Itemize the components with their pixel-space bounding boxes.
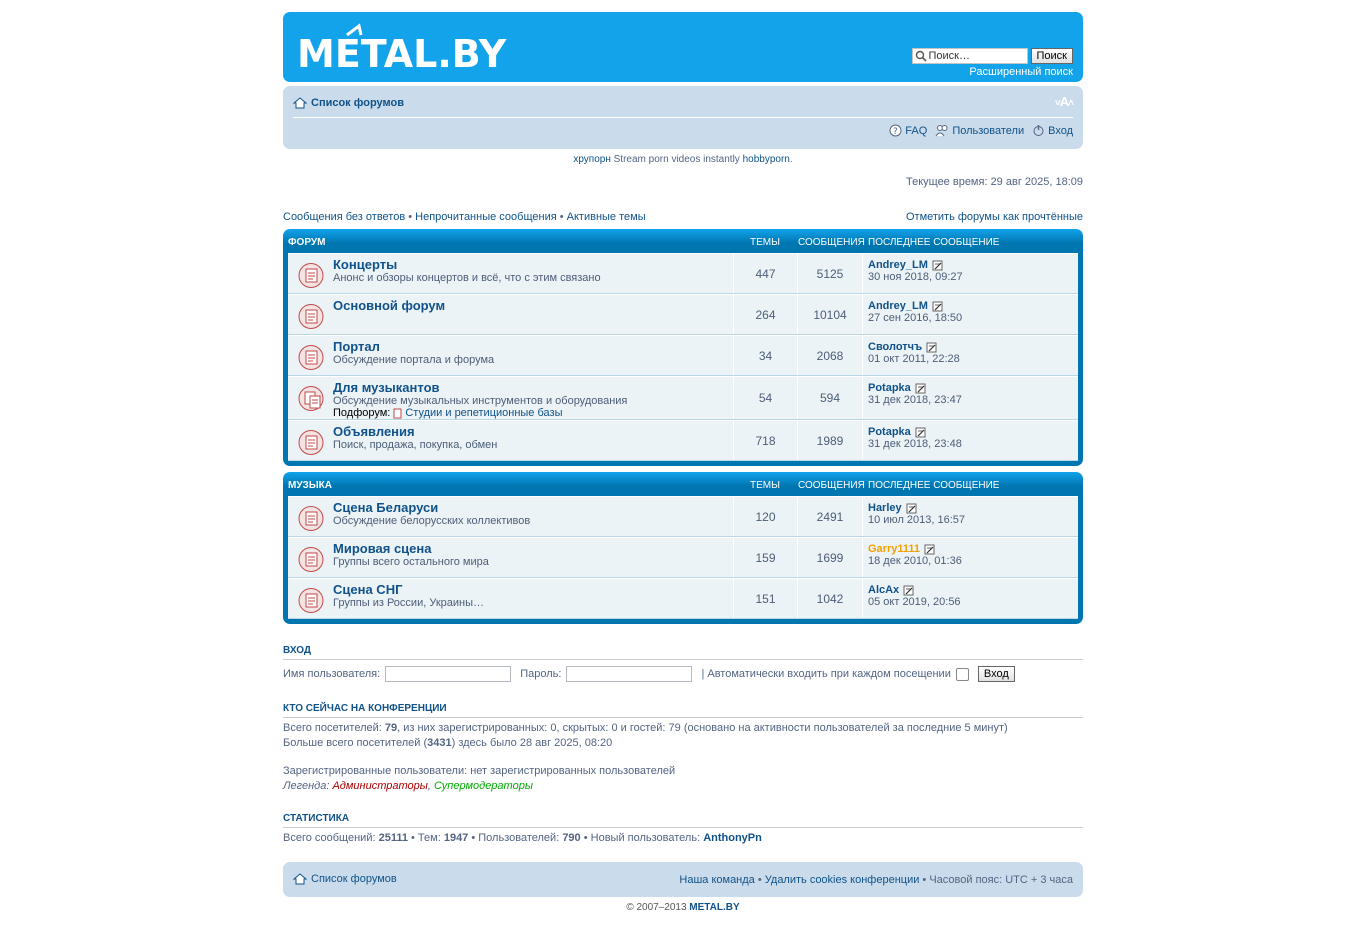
password-field[interactable] [566,666,692,682]
copyright-link[interactable]: METAL.BY [689,902,740,913]
last-post [862,295,1078,334]
last-post [862,377,1078,419]
author-name: Potapka [868,382,911,394]
forum-subforum-icon [298,386,326,413]
last-post-author[interactable] [868,584,914,596]
category-music [283,472,1083,624]
home-icon [293,873,307,885]
subforum-link[interactable]: Студии и репетиционные базы [405,407,563,419]
ad-link-1[interactable]: хрупорн [573,154,611,165]
category-title[interactable]: МУЗЫКА [288,480,332,491]
last-post [862,336,1078,375]
newest-user-link[interactable]: AnthonyPn [703,832,762,844]
category-header [288,472,1078,496]
forum-desc: Обсуждение портала и форума [333,354,495,366]
col-last-post: ПОСЛЕДНЕЕ СООБЩЕНИЕ [868,237,1000,248]
legend [283,779,1083,794]
navbar [283,86,1083,149]
sep: • [754,874,765,886]
font-size-label: A [1059,94,1069,109]
posts-count: 10104 [797,295,862,334]
login-section [283,645,1083,682]
author-name: Garry1111 [868,543,921,555]
forum-desc: Обсуждение белорусских коллективов [333,515,531,527]
team-link[interactable]: Наша команда [679,874,755,886]
last-post-time: 01 окт 2011, 22:28 [868,353,960,365]
sep: • [556,211,567,223]
last-post-time: 10 июл 2013, 16:57 [868,514,966,526]
search-input[interactable] [912,48,1028,64]
forum-row [288,537,1078,578]
forum-row [288,335,1078,376]
online-max [283,736,1083,751]
svg-text:?: ? [893,127,899,137]
forum-row [288,496,1078,537]
faq-icon [889,124,902,137]
last-post [862,254,1078,293]
category-header [288,229,1078,253]
online-section [283,703,1083,794]
nav-divider [293,117,1073,118]
topics-count: 159 [733,538,797,577]
autologin-checkbox[interactable] [956,668,969,681]
stats-section [283,813,1083,846]
forum-desc: Группы из России, Украины… [333,597,484,609]
users-icon [935,124,949,137]
author-name: AlcAx [868,584,900,596]
nav-links [885,124,1073,137]
legend-supermods[interactable]: Супермодераторы [433,780,533,792]
posts-count: 1699 [797,538,862,577]
login-link[interactable] [1032,124,1073,137]
unread-link[interactable]: Непрочитанные сообщения [415,211,557,223]
font-size-change[interactable]: ˅A˄ [1054,94,1073,109]
search-placeholder: Поиск… [928,50,970,62]
faq-label: FAQ [905,124,928,137]
last-post-author[interactable] [868,259,943,271]
last-post-time: 31 дек 2018, 23:48 [868,438,962,450]
forum-desc: Обсуждение музыкальных инструментов и оборудования [333,395,628,407]
last-post-time: 31 дек 2018, 23:47 [868,394,962,406]
login-button[interactable]: Вход [978,666,1015,682]
posts-count: 1042 [797,579,862,618]
author-name: Andrey_LM [868,259,928,271]
faq-link[interactable] [889,124,927,137]
online-total-prefix: Всего посетителей: [283,722,385,734]
topics-count: 120 [733,497,797,536]
legend-admins[interactable]: Администраторы [332,780,428,792]
login-label: Вход [1048,124,1073,137]
username-label: Имя пользователя: [283,668,381,680]
forum-read-icon [298,263,325,288]
copyright [283,902,1083,913]
last-post-time: 30 ноя 2018, 09:27 [868,271,963,283]
sep: • [405,211,416,223]
current-time: Текущее время: 29 авг 2025, 18:09 [905,176,1083,188]
login-heading: ВХОД [283,645,1083,660]
view-latest-post-icon[interactable] [926,342,937,353]
logo-text: METAL.BY [297,32,507,76]
last-post-time: 27 сен 2016, 18:50 [868,312,963,324]
last-post-time: 18 дек 2010, 01:36 [868,555,962,567]
stats-topics: 1947 [443,832,469,844]
breadcrumb-index-link[interactable]: Список форумов [311,97,404,109]
view-latest-post-icon[interactable] [924,544,935,555]
site-logo[interactable] [297,26,507,76]
forum-row [288,294,1078,335]
author-name: Andrey_LM [868,300,928,312]
forum-title[interactable]: Мировая сцена [333,541,432,556]
topics-count: 151 [733,579,797,618]
forum-row [288,253,1078,294]
last-post [862,497,1078,536]
forum-title[interactable]: Сцена СНГ [333,582,403,597]
forum-read-icon [298,430,325,455]
forum-title[interactable]: Основной форум [333,298,446,313]
topics-count: 34 [733,336,797,375]
search-button[interactable]: Поиск [1031,48,1073,64]
forum-read-icon [298,588,325,613]
subforum-label: Подфорум: [333,407,391,419]
view-latest-post-icon[interactable] [906,503,917,514]
view-latest-post-icon[interactable] [932,260,943,271]
search-icon [915,50,927,62]
advanced-search-link[interactable]: Расширенный поиск [969,66,1073,78]
login-form [283,666,1083,682]
stats-topics-label: • Тем: [407,832,444,844]
online-total-suffix: , из них зарегистрированных: 0, скрытых: 0 и гостей: 79 (основано на активности пользователей за последние 5 минут) [397,722,1008,734]
stats-line [283,831,1083,846]
mark-read-link[interactable]: Отметить форумы как прочтённые [905,211,1083,223]
password-label: Пароль: [520,668,562,680]
posts-count: 594 [797,377,862,419]
last-post [862,421,1078,460]
forum-row [288,578,1078,619]
topics-count: 264 [733,295,797,334]
last-post [862,579,1078,618]
online-max-count: 3431 [427,737,452,749]
footer-bar [283,862,1083,897]
posts-count: 1989 [797,421,862,460]
forum-row [288,376,1078,420]
ad-link-2[interactable]: hobbyporn [742,154,790,165]
col-last-post: ПОСЛЕДНЕЕ СООБЩЕНИЕ [868,480,1000,491]
copyright-prefix: © 2007–2013 [626,902,690,913]
author-name: Potapka [868,426,911,438]
footer-links [679,874,1073,886]
search-box [912,48,1073,64]
ad-line [283,154,1083,165]
stats-users-label: • Пользователей: [468,832,563,844]
footer-breadcrumb [293,873,397,885]
last-post-time: 05 окт 2019, 20:56 [868,596,961,608]
legend-label: Легенда: [283,780,333,792]
unanswered-link[interactable]: Сообщения без ответов [283,211,406,223]
last-post-author[interactable] [868,543,935,555]
col-topics: ТЕМЫ [750,480,780,491]
subforum-icon [393,408,402,419]
posts-count: 5125 [797,254,862,293]
author-name: Harley [868,502,902,514]
forum-desc: Группы всего остального мира [333,556,489,568]
quick-links [283,211,1083,223]
stats-users: 790 [562,832,581,844]
category-title[interactable]: ФОРУМ [288,237,326,248]
online-total [283,721,1083,736]
subforum-line [333,407,562,419]
last-post-author[interactable] [868,382,926,394]
online-max-prefix: Больше всего посетителей ( [283,737,428,749]
power-icon [1032,124,1045,137]
forum-title[interactable]: Объявления [333,424,415,439]
last-post-author[interactable] [868,502,917,514]
home-icon [293,97,307,109]
registered-users: Зарегистрированные пользователи: нет зарегистрированных пользователей [283,765,676,777]
col-posts: СООБЩЕНИЯ [798,237,865,248]
forum-title[interactable]: Концерты [333,257,398,272]
posts-count: 2068 [797,336,862,375]
last-post-author[interactable] [868,426,926,438]
view-latest-post-icon[interactable] [915,427,926,438]
forum-read-icon [298,345,325,370]
ad-text: Stream porn videos instantly [610,154,743,165]
topics-count: 718 [733,421,797,460]
forum-title[interactable]: Портал [333,339,380,354]
header-bar [283,12,1083,82]
users-label: Пользователи [952,124,1025,137]
forum-title[interactable]: Сцена Беларуси [333,500,439,515]
users-link[interactable] [935,124,1024,137]
breadcrumb [293,97,404,109]
author-name: Сволотчъ [868,341,923,353]
online-max-suffix: ) здесь было 28 авг 2025, 08:20 [451,737,613,749]
stats-posts-label: Всего сообщений: [283,832,379,844]
topics-count: 54 [733,377,797,419]
online-heading: КТО СЕЙЧАС НА КОНФЕРЕНЦИИ [283,703,1083,718]
delete-cookies-link[interactable]: Удалить cookies конференции [764,874,920,886]
view-latest-post-icon[interactable] [903,585,914,596]
stats-newest-label: • Новый пользователь: [580,832,704,844]
forum-desc: Поиск, продажа, покупка, обмен [333,439,498,451]
col-topics: ТЕМЫ [750,237,780,248]
online-total-count: 79 [384,722,398,734]
posts-count: 2491 [797,497,862,536]
stats-heading: СТАТИСТИКА [283,813,1083,828]
forum-read-icon [298,506,325,531]
forum-desc: Анонс и обзоры концертов и всё, что с этим связано [333,272,601,284]
username-field[interactable] [385,666,511,682]
stats-posts: 25111 [378,832,408,844]
category-forum [283,229,1083,466]
active-topics-link[interactable]: Активные темы [566,211,646,223]
autologin-label: | Автоматически входить при каждом посещении [701,668,951,680]
timezone: • Часовой пояс: UTC + 3 часа [919,874,1073,886]
legend-comma: , [427,780,434,792]
last-post-author[interactable] [868,300,943,312]
ad-dot: . [789,154,793,165]
topics-count: 447 [733,254,797,293]
view-latest-post-icon[interactable] [915,383,926,394]
forum-title[interactable]: Для музыкантов [333,380,440,395]
last-post-author[interactable] [868,341,937,353]
col-posts: СООБЩЕНИЯ [798,480,865,491]
footer-index-link[interactable]: Список форумов [311,873,397,885]
forum-row [288,420,1078,461]
forum-read-icon [298,304,325,329]
view-latest-post-icon[interactable] [932,301,943,312]
forum-read-icon [298,547,325,572]
last-post [862,538,1078,577]
